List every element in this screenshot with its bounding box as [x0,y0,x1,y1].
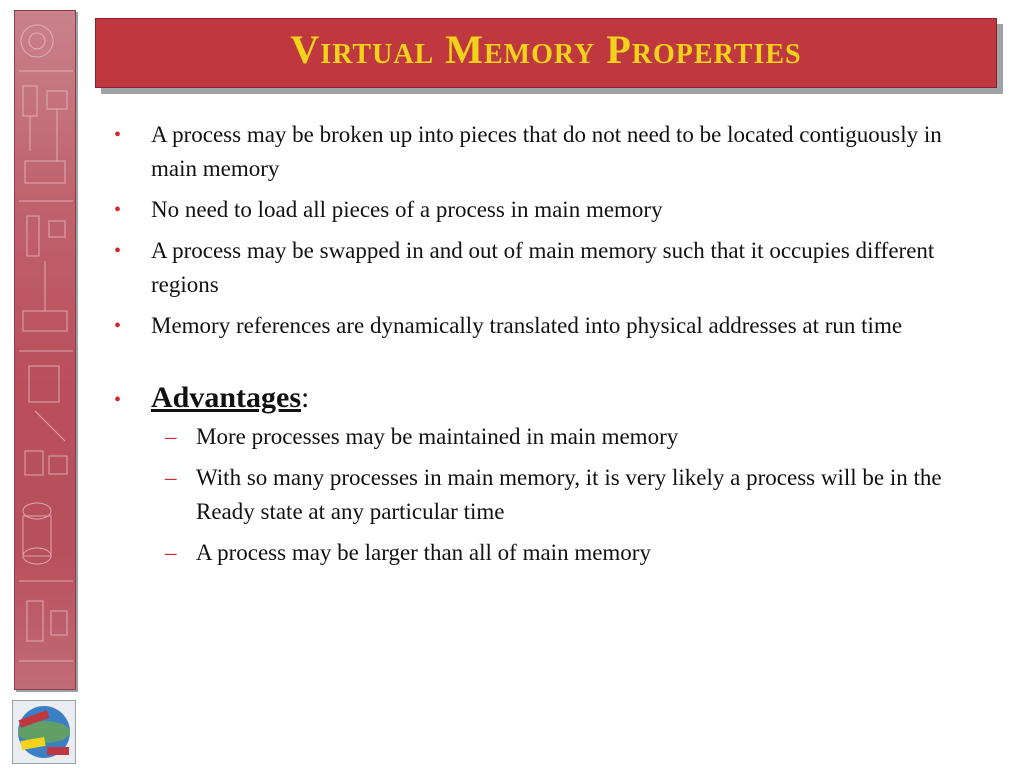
advantage-item [110,536,960,570]
advantages-heading [110,380,960,416]
bullet-item [110,193,960,227]
sub-bullet-marker: – [165,424,177,449]
advantage-text: With so many processes in main memory, it is very likely a process will be in the Ready state at any particular time [196,465,942,524]
advantage-text: More processes may be maintained in main memory [196,424,679,449]
bullet-text: Memory references are dynamically translated into physical addresses at run time [151,313,903,338]
advantages-label: Advantages [151,381,302,414]
bullet-marker: • [114,240,122,262]
bullet-item [110,309,960,343]
bullet-marker: • [114,389,122,411]
bullet-marker: • [114,199,122,221]
advantage-text: A process may be larger than all of main memory [196,540,651,565]
advantage-item [110,461,960,529]
advantage-item [110,420,960,454]
bullet-item [110,118,960,186]
sub-bullet-marker: – [165,465,177,490]
bullet-marker: • [114,315,122,337]
bullet-text: A process may be swapped in and out of main memory such that it occupies different regions [151,238,935,297]
bullet-item [110,234,960,302]
bullet-text: A process may be broken up into pieces that do not need to be located contiguously in main memory [151,122,942,181]
bullet-text: No need to load all pieces of a process in main memory [151,197,663,222]
decorative-side-strip [14,10,76,690]
circuit-pattern-icon [15,11,76,690]
cluster-logo-icon [12,700,76,764]
sub-bullet-marker: – [165,540,177,565]
slide-title: Virtual Memory Properties [290,27,802,72]
bullet-marker: • [114,124,122,146]
slide-content [110,118,960,577]
advantages-colon: : [301,381,310,414]
title-banner [95,18,997,88]
